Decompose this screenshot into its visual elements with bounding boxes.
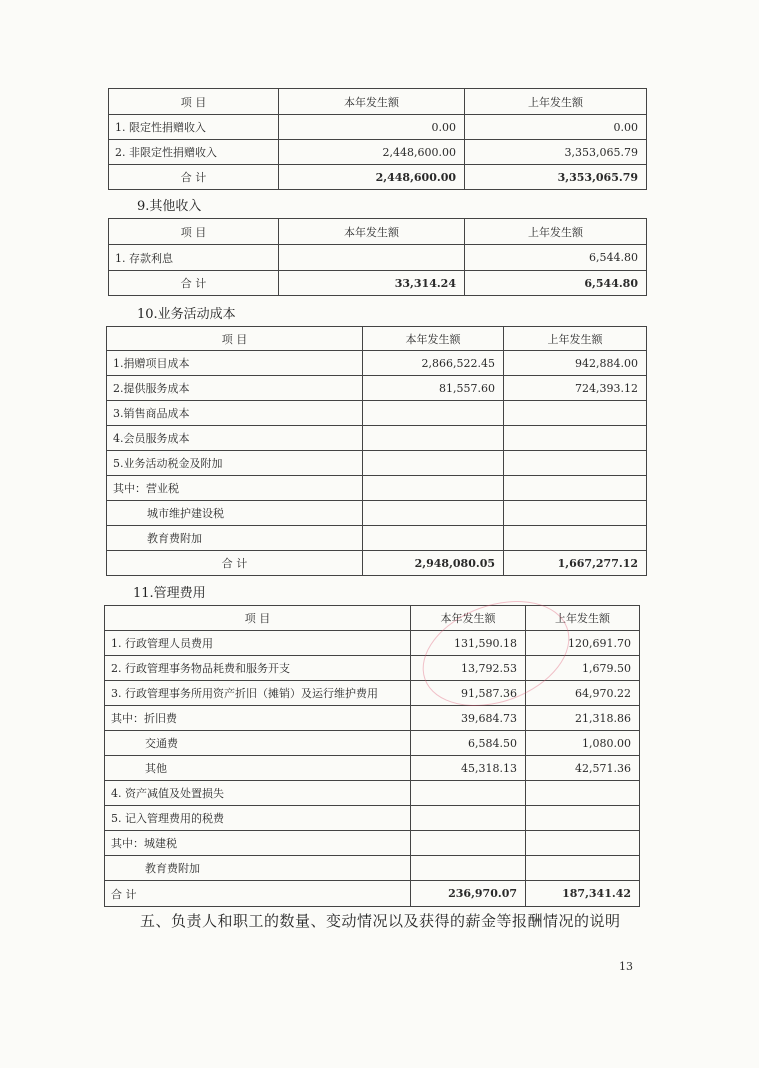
table-row	[109, 245, 647, 271]
table-row	[107, 476, 647, 501]
row-current	[363, 426, 504, 451]
row-current	[411, 781, 526, 806]
row-prior	[504, 501, 647, 526]
total-row	[109, 271, 647, 296]
row-current	[411, 831, 526, 856]
table-row	[107, 451, 647, 476]
total-current: 236,970.07	[411, 881, 526, 907]
row-current: 2,448,600.00	[279, 140, 465, 165]
row-label: 教育费附加	[105, 856, 411, 881]
header-prior-year: 上年发生额	[504, 327, 647, 351]
row-prior: 1,080.00	[526, 731, 640, 756]
row-label: 1. 限定性捐赠收入	[109, 115, 279, 140]
row-current: 81,557.60	[363, 376, 504, 401]
row-current	[363, 451, 504, 476]
total-current: 2,448,600.00	[279, 165, 465, 190]
row-prior	[526, 856, 640, 881]
table-row	[107, 376, 647, 401]
row-prior	[504, 401, 647, 426]
row-current	[411, 806, 526, 831]
total-label: 合 计	[105, 881, 411, 907]
row-prior	[526, 781, 640, 806]
row-current: 13,792.53	[411, 656, 526, 681]
table-header-row	[109, 89, 647, 115]
row-prior: 42,571.36	[526, 756, 640, 781]
row-current: 6,584.50	[411, 731, 526, 756]
table-row	[107, 501, 647, 526]
row-current	[279, 245, 465, 271]
row-prior: 1,679.50	[526, 656, 640, 681]
row-prior	[526, 806, 640, 831]
total-prior: 187,341.42	[526, 881, 640, 907]
total-prior: 3,353,065.79	[465, 165, 647, 190]
table-header-row	[107, 327, 647, 351]
section-9-title: 9.其他收入	[137, 199, 202, 214]
row-label: 4. 资产减值及处置损失	[105, 781, 411, 806]
row-label: 5. 记入管理费用的税费	[105, 806, 411, 831]
business-cost-table	[106, 326, 647, 576]
row-label: 其中：城建税	[105, 831, 411, 856]
row-label: 教育费附加	[107, 526, 363, 551]
table-row	[105, 806, 640, 831]
other-income-table	[108, 218, 647, 296]
section-10-title: 10.业务活动成本	[137, 307, 236, 322]
row-label: 2. 行政管理事务物品耗费和服务开支	[105, 656, 411, 681]
row-prior	[504, 426, 647, 451]
donation-income-table	[108, 88, 647, 190]
row-label: 1.捐赠项目成本	[107, 351, 363, 376]
row-current	[411, 856, 526, 881]
row-label: 3. 行政管理事务所用资产折旧（摊销）及运行维护费用	[105, 681, 411, 706]
table-row	[107, 401, 647, 426]
row-current: 131,590.18	[411, 631, 526, 656]
row-prior	[504, 451, 647, 476]
row-current: 45,318.13	[411, 756, 526, 781]
table-row	[107, 351, 647, 376]
table-header-row	[109, 219, 647, 245]
row-prior: 942,884.00	[504, 351, 647, 376]
row-prior	[504, 476, 647, 501]
row-label: 2. 非限定性捐赠收入	[109, 140, 279, 165]
row-current	[363, 401, 504, 426]
row-prior: 64,970.22	[526, 681, 640, 706]
row-current: 39,684.73	[411, 706, 526, 731]
section-5-heading: 五、负责人和职工的数量、变动情况以及获得的薪金等报酬情况的说明	[140, 912, 621, 930]
row-current	[363, 501, 504, 526]
table-row	[105, 856, 640, 881]
total-current: 33,314.24	[279, 271, 465, 296]
total-prior: 6,544.80	[465, 271, 647, 296]
row-label: 交通费	[105, 731, 411, 756]
row-current: 0.00	[279, 115, 465, 140]
total-current: 2,948,080.05	[363, 551, 504, 576]
row-label: 其他	[105, 756, 411, 781]
row-label: 3.销售商品成本	[107, 401, 363, 426]
table-row	[105, 681, 640, 706]
row-prior: 0.00	[465, 115, 647, 140]
row-current	[363, 476, 504, 501]
header-prior-year: 上年发生额	[526, 606, 640, 631]
header-item: 项 目	[107, 327, 363, 351]
header-item: 项 目	[105, 606, 411, 631]
row-prior: 3,353,065.79	[465, 140, 647, 165]
row-label: 其中：营业税	[107, 476, 363, 501]
row-prior: 21,318.86	[526, 706, 640, 731]
total-label: 合 计	[109, 165, 279, 190]
row-current: 2,866,522.45	[363, 351, 504, 376]
header-prior-year: 上年发生额	[465, 219, 647, 245]
total-row	[107, 551, 647, 576]
row-prior	[504, 526, 647, 551]
row-current: 91,587.36	[411, 681, 526, 706]
page-number: 13	[619, 960, 633, 973]
row-prior: 6,544.80	[465, 245, 647, 271]
row-prior: 120,691.70	[526, 631, 640, 656]
total-label: 合 计	[109, 271, 279, 296]
row-label: 城市维护建设税	[107, 501, 363, 526]
row-label: 1. 存款利息	[109, 245, 279, 271]
header-item: 项 目	[109, 89, 279, 115]
table-row	[105, 781, 640, 806]
row-label: 2.提供服务成本	[107, 376, 363, 401]
header-current-year: 本年发生额	[411, 606, 526, 631]
header-prior-year: 上年发生额	[465, 89, 647, 115]
table-row	[105, 756, 640, 781]
total-row	[105, 881, 640, 907]
row-label: 4.会员服务成本	[107, 426, 363, 451]
total-label: 合 计	[107, 551, 363, 576]
table-row	[105, 831, 640, 856]
table-row	[109, 140, 647, 165]
header-current-year: 本年发生额	[363, 327, 504, 351]
total-prior: 1,667,277.12	[504, 551, 647, 576]
table-row	[109, 115, 647, 140]
header-current-year: 本年发生额	[279, 219, 465, 245]
row-label: 5.业务活动税金及附加	[107, 451, 363, 476]
row-prior	[526, 831, 640, 856]
section-11-title: 11.管理费用	[133, 586, 206, 601]
row-current	[363, 526, 504, 551]
header-item: 项 目	[109, 219, 279, 245]
row-label: 1. 行政管理人员费用	[105, 631, 411, 656]
total-row	[109, 165, 647, 190]
row-label: 其中：折旧费	[105, 706, 411, 731]
table-row	[107, 526, 647, 551]
table-row	[105, 731, 640, 756]
header-current-year: 本年发生额	[279, 89, 465, 115]
row-prior: 724,393.12	[504, 376, 647, 401]
table-row	[105, 706, 640, 731]
table-row	[107, 426, 647, 451]
